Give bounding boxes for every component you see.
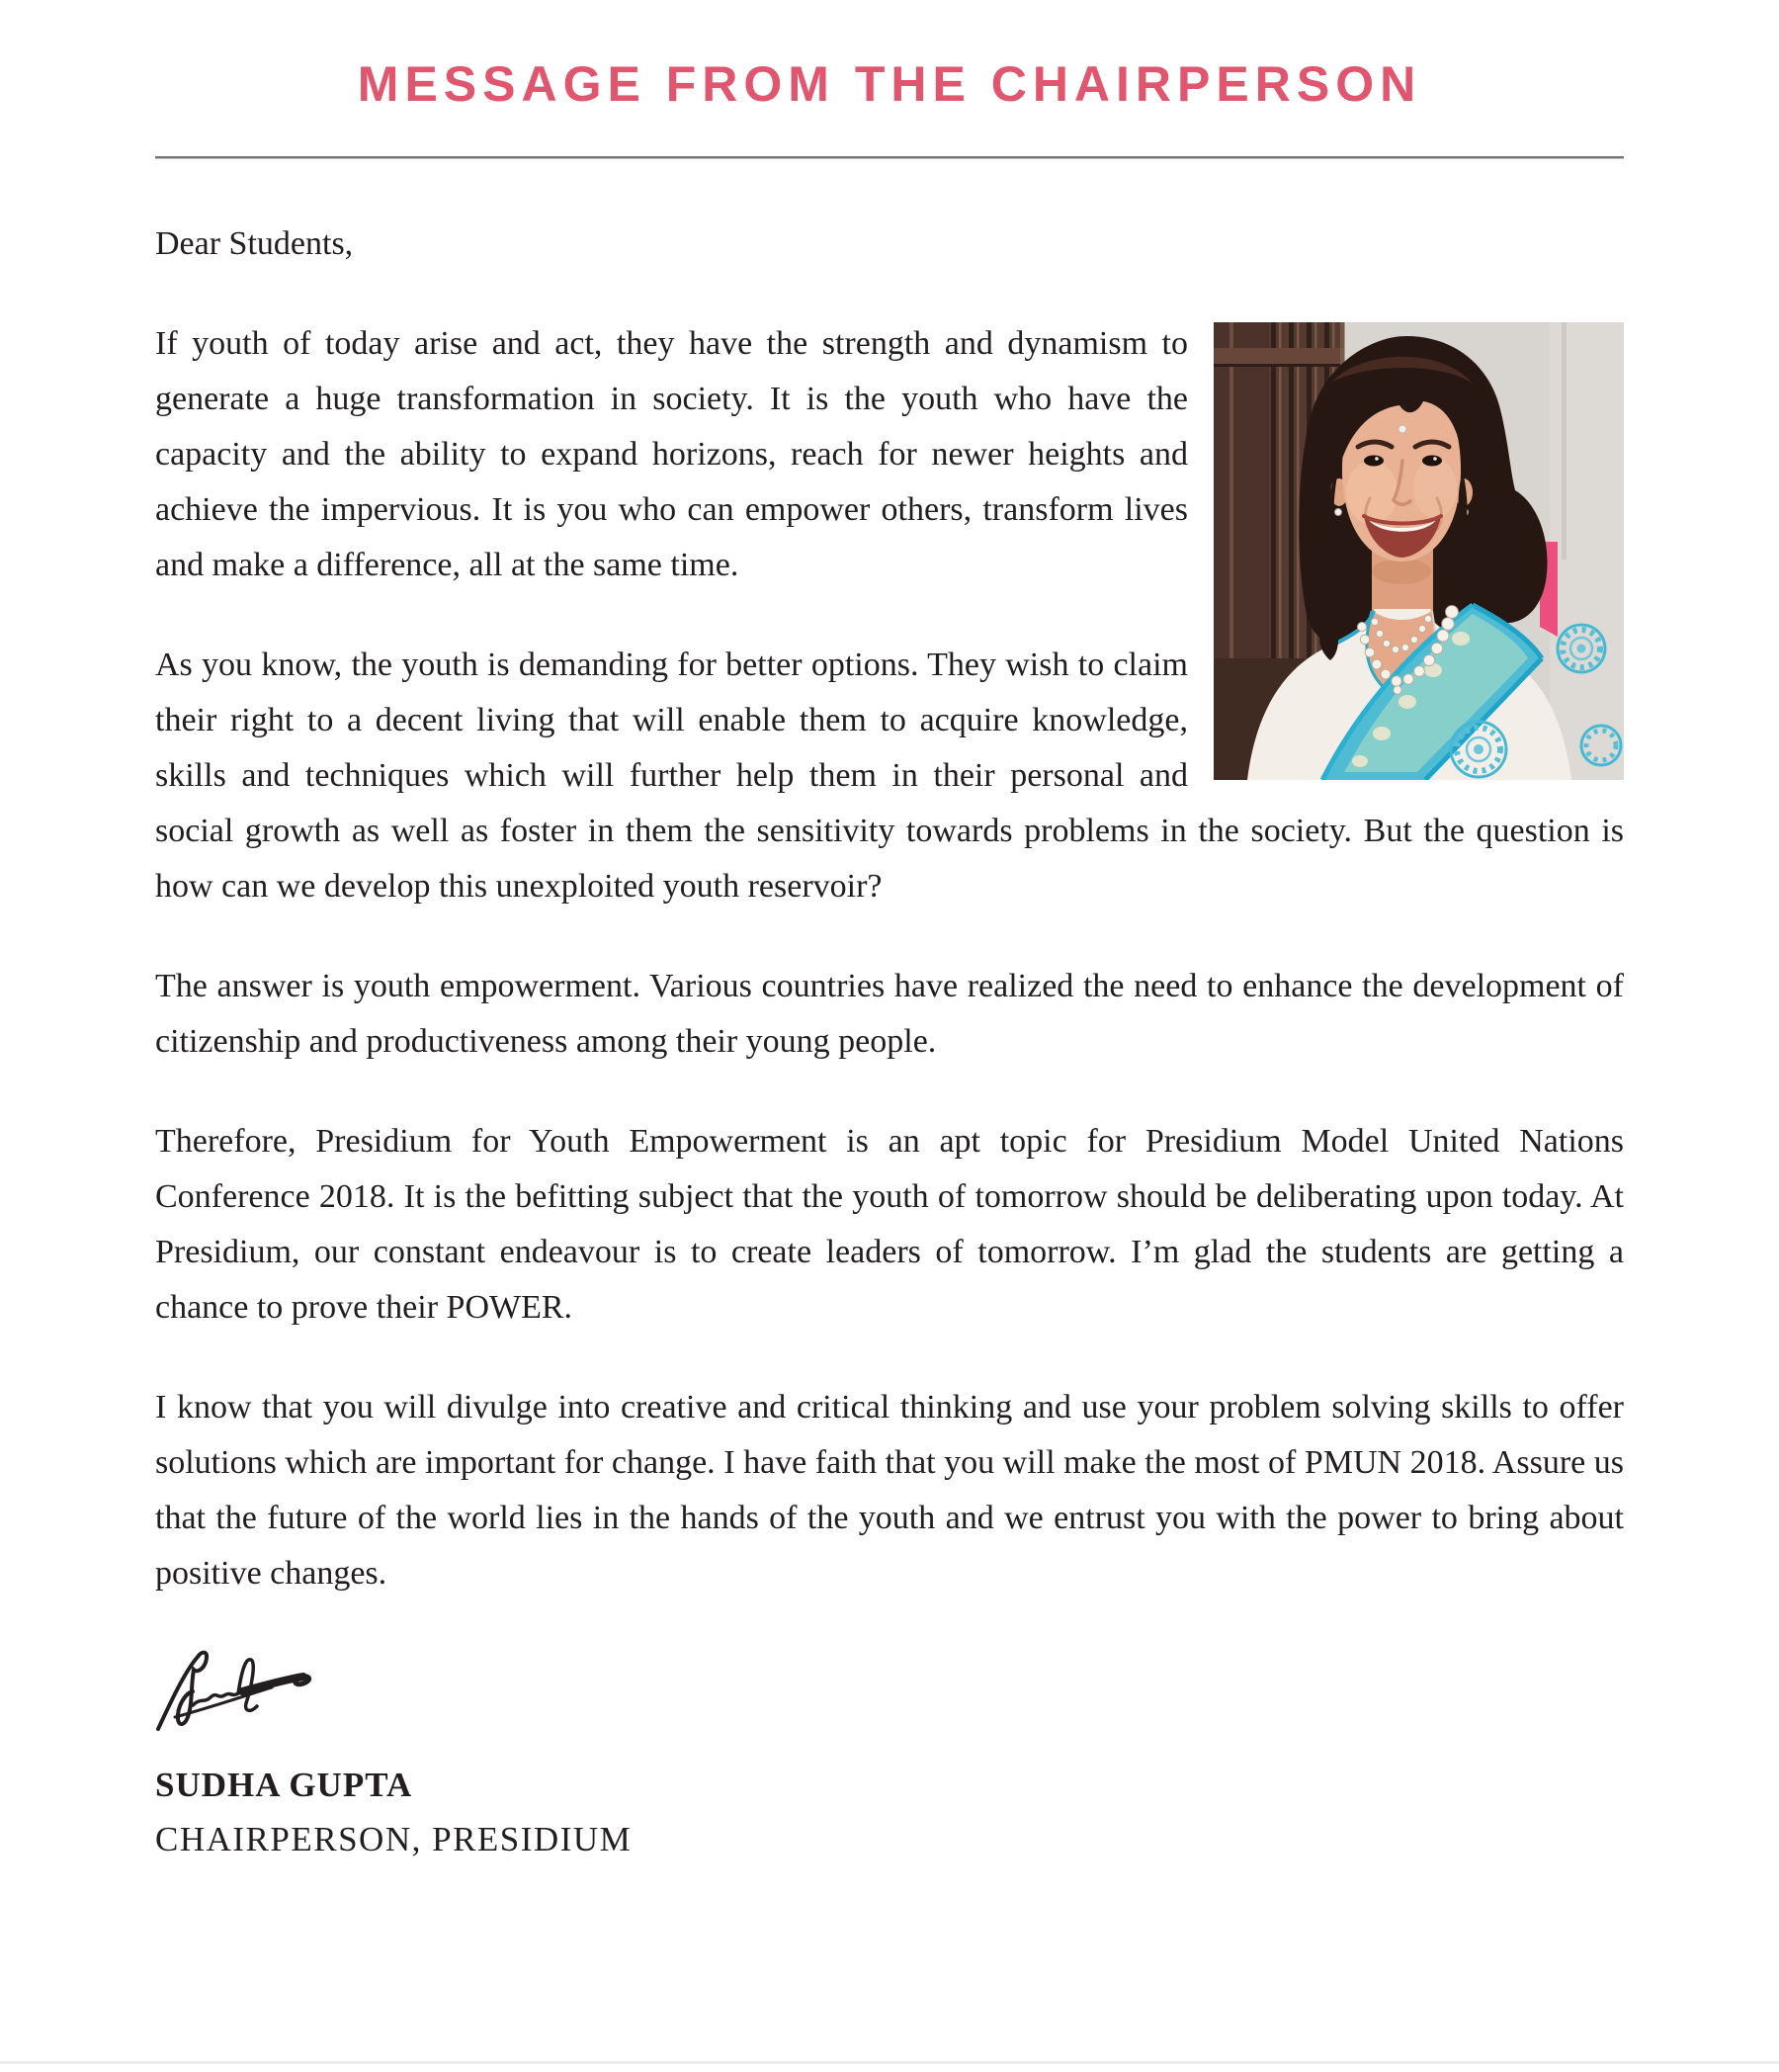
- page-title: MESSAGE FROM THE CHAIRPERSON: [357, 56, 1422, 112]
- paragraph-2: As you know, the youth is demanding for better options. They wish to claim their right to a decent living that will enable them to acquire knowledge, skills and techniques which will further help them in their personal and social growth as well as foster in them the sensitivity towards problems in the society. But the question is how can we develop this unexploited youth reservoir?: [155, 647, 1624, 905]
- paragraph-4: Therefore, Presidium for Youth Empowerment is an apt topic for Presidium Model United Nations Conference 2018. It is the befitting subject that the youth of tomorrow should be deliberating upon today. At Presidium, our constant endeavour is to create leaders of tomorrow. I’m glad the students are getting a chance to prove their POWER.: [155, 1123, 1624, 1326]
- signature-scribble-icon: [155, 1646, 315, 1735]
- signer-role: CHAIRPERSON, PRESIDIUM: [155, 1820, 633, 1858]
- salutation: Dear Students,: [155, 225, 354, 262]
- paragraph-5: I know that you will divulge into creative and critical thinking and use your problem solving skills to offer solutions which are important for change. I have faith that you will make the most of PMUN 2018. Assure us that the future of the world lies in the hands of the youth and we entrust you with the power to bring about positive changes.: [155, 1389, 1624, 1592]
- chairperson-photo: [1214, 322, 1624, 780]
- paragraph-1: If youth of today arise and act, they have the strength and dynamism to generate a huge transformation in society. It is the youth who have the capacity and the ability to expand horizons, reach for newer heights and achieve the impervious. It is you who can empower others, transform lives and make a difference, all at the same time.: [155, 325, 1188, 583]
- signer-name: SUDHA GUPTA: [155, 1766, 413, 1804]
- signature: [155, 1646, 1624, 1735]
- chairperson-portrait-illustration: [1214, 322, 1624, 780]
- page-bottom-divider: [0, 2061, 1779, 2064]
- title-divider: [155, 156, 1624, 159]
- paragraph-3: The answer is youth empowerment. Various countries have realized the need to enhance the development of citizenship and productiveness among their young people.: [155, 968, 1624, 1060]
